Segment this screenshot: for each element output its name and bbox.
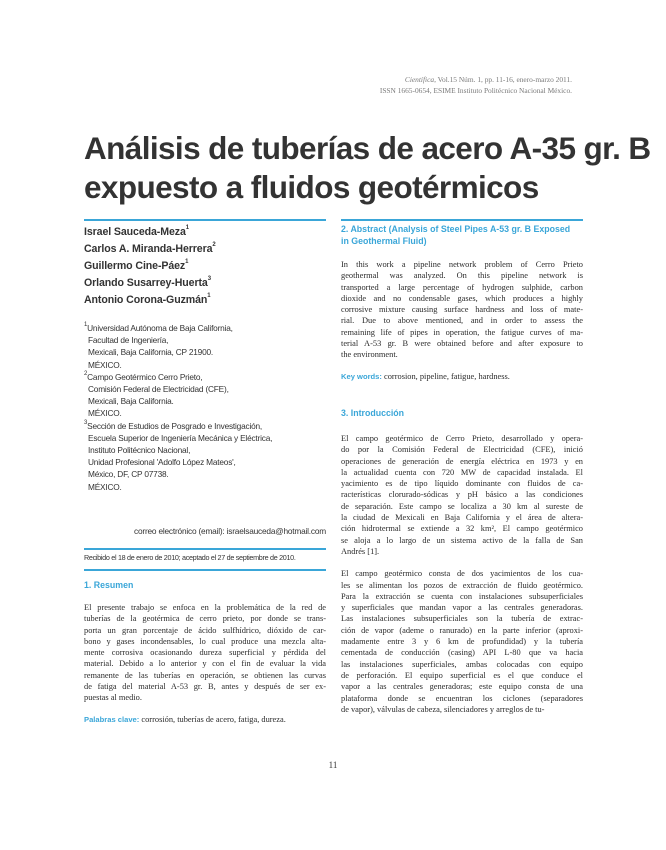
author-name: Israel Sauceda-Meza$^1$ <box>84 225 189 238</box>
affiliation-line: MÉXICO. <box>88 359 122 370</box>
author-name: Guillermo Cine-Páez$^1$ <box>84 259 189 272</box>
article-title <box>84 129 651 207</box>
text-line: Para la extracción se cuenta con instalaciones subsuperficiales <box>341 591 583 601</box>
text-line: rial. Due to above mentioned, and in order to assess the <box>341 316 583 326</box>
text-line: El campo geotérmico de Cerro Prieto, desarrollado y opera- <box>341 434 583 443</box>
email-line: correo electrónico (email): israelsauceda@hotmail.com <box>134 526 326 536</box>
text-line: se aloja a lo largo de un sistema activo de la falla de San <box>341 535 583 545</box>
text-line: de perforación. El equipo superficial es el que conduce el <box>341 670 583 680</box>
text-line: ción de vapor (ademe o ranurado) en la parte inferior (aproxi- <box>341 625 583 635</box>
affiliation-line: Mexicali, Baja California, CP 21900. <box>88 347 214 358</box>
text-line: de vapor), válvulas de cabeza, silenciadores y arreglos de tu- <box>341 704 545 714</box>
title-line-1: Análisis de tuberías de acero A-35 gr. B <box>84 130 651 166</box>
affiliation-line: Mexicali, Baja California. <box>88 396 174 407</box>
author-name: Orlando Susarrey-Huerta$^3$ <box>84 276 211 289</box>
abstract-heading: 2. Abstract (Analysis of Steel Pipes A-53 gr. B Exposed in Geothermal Fluid) <box>341 224 571 246</box>
text-line: yacimiento es de tipo líquido dominante con fluidos de ca- <box>341 479 583 489</box>
text-line: bono y gases incondensables, lo cual produce una mezcla alta- <box>84 636 326 646</box>
text-line: the environment. <box>341 350 398 360</box>
text-line: plataforma donde se encuentran los ciclones (separadores <box>341 693 583 703</box>
affiliation-line: Comisión Federal de Electricidad (CFE), <box>88 384 229 394</box>
text-line: de fatiga del material A-53 gr. B, antes y después de ser ex- <box>84 682 326 692</box>
affiliation-line: Unidad Profesional 'Adolfo López Mateos', <box>88 457 236 468</box>
text-line: madamente entre 3 y 6 km de profundidad) y la tubería <box>341 637 583 647</box>
text-line: tuberías de la geotérmica de cerro prieto, por donde se trans- <box>84 614 326 624</box>
affiliation-line: $^3$Sección de Estudios de Posgrado e Investigación, <box>84 419 263 431</box>
abstract-body <box>341 259 583 382</box>
text-line: El campo geotérmico consta de dos yacimientos de los cua- <box>341 569 583 579</box>
introduccion-body <box>341 433 583 715</box>
text-line: operaciones de generación de energía eléctrica en 1973 y en <box>341 456 583 466</box>
text-line: puestas al medio. <box>84 693 142 703</box>
affiliation-line: MÉXICO. <box>88 481 122 492</box>
abstract-keywords: Key words: corrosion, pipeline, fatigue, hardness. <box>341 371 510 381</box>
text-line: la ciudad de Mexicali en Baja California y el área de altera- <box>341 513 583 523</box>
affiliation-line: Instituto Politécnico Nacional, <box>88 445 191 455</box>
text-line: remaining life of pipes in operation, the fatigue curves of ma- <box>341 327 583 337</box>
journal-citation: Científica, Vol.15 Núm. 1, pp. 11-16, enero-marzo 2011. <box>404 75 572 84</box>
received-date: Recibido el 18 de enero de 2010; aceptado el 27 de septiembre de 2010. <box>84 553 296 562</box>
text-line: racterísticas clorurado-sódicas y pH básico a las condiciones <box>341 490 583 500</box>
text-line: ción hidrotermal se extiende a 32 km², El campo geotérmico <box>341 524 583 534</box>
text-line: de separación. Este campo se localiza a 30 km al sureste de <box>341 501 583 511</box>
resumen-body <box>84 602 326 725</box>
text-line: transported a large percentage of hydrogen sulphide, carbon <box>341 282 583 292</box>
text-line: remanente de las tuberías en operación, se obtienen las curvas <box>84 670 326 680</box>
affiliation-line: $^1$Universidad Autónoma de Baja California, <box>84 322 233 333</box>
text-line: vapor a las centrales generadoras; este equipo consta de una <box>341 682 583 692</box>
resumen-heading: 1. Resumen <box>84 580 134 590</box>
resumen-keywords: Palabras clave: corrosión, tuberías de acero, fatiga, dureza. <box>84 714 286 724</box>
text-line: terial A-53 gr. B were obtained before and after exposure to <box>341 339 583 349</box>
text-line: les se alimentan los pozos de extracción de fluido geotérmico. <box>341 580 583 590</box>
affiliation-line: $^2$Campo Geotérmico Cerro Prieto, <box>84 370 203 382</box>
text-line: do por la Comisión Federal de Electricidad (CFE), inició <box>341 445 583 455</box>
text-line: la actualidad cuenta con 720 MW de capacidad instalada. El <box>341 467 583 477</box>
title-line-2: expuesto a fluidos geotérmicos <box>84 169 539 205</box>
text-line: El presente trabajo se enfoca en la problemática de la red de <box>84 603 326 612</box>
text-line: cementada de conducción (casing) API L-80 que va hacia <box>341 648 583 658</box>
affiliation-line: Facultad de Ingeniería, <box>88 335 169 346</box>
affiliation-line: Escuela Superior de Ingeniería Mecánica y Eléctrica, <box>88 432 273 443</box>
text-line: corrosive mixture causing surface hardness and loss of mate- <box>341 305 583 315</box>
author-name: Antonio Corona-Guzmán$^1$ <box>84 293 211 306</box>
introduccion-heading: 3. Introducción <box>341 408 405 418</box>
text-line: Andrés [1]. <box>341 546 380 556</box>
page-number: 11 <box>328 760 338 770</box>
text-line: Las instalaciones subsuperficiales son la tubería de extrac- <box>341 614 583 624</box>
text-line: In this work a pipeline network problem of Cerro Prieto <box>341 260 583 269</box>
text-line: las instalaciones superficiales, ambas colocadas con equipo <box>341 659 583 669</box>
text-line: material. Debido a lo anterior y con el fin de evaluar la vida <box>84 659 326 669</box>
text-line: geothermal was analyzed. On this pipeline network is <box>341 271 583 281</box>
author-name: Carlos A. Miranda-Herrera$^2$ <box>84 242 216 255</box>
text-line: y superficiales que mandan vapor a las centrales generadoras. <box>341 603 583 613</box>
received-bottom-rule <box>84 569 326 571</box>
left-title-rule <box>84 219 326 221</box>
received-top-rule <box>84 548 326 550</box>
text-line: mente corrosiva ocasionando dureza superficial y pérdida del <box>84 648 326 658</box>
right-title-rule <box>341 219 583 221</box>
text-line: dioxide and no condensable gases, which produces a highly <box>341 293 583 303</box>
affiliation-line: México, DF, CP 07738. <box>88 469 169 480</box>
text-line: porta un gran porcentaje de ácido sulfhídrico, dióxido de car- <box>84 625 326 635</box>
affiliation-line: MÉXICO. <box>88 408 122 419</box>
journal-issn: ISSN 1665-0654, ESIME Instituto Politécnico Nacional México. <box>379 86 572 95</box>
